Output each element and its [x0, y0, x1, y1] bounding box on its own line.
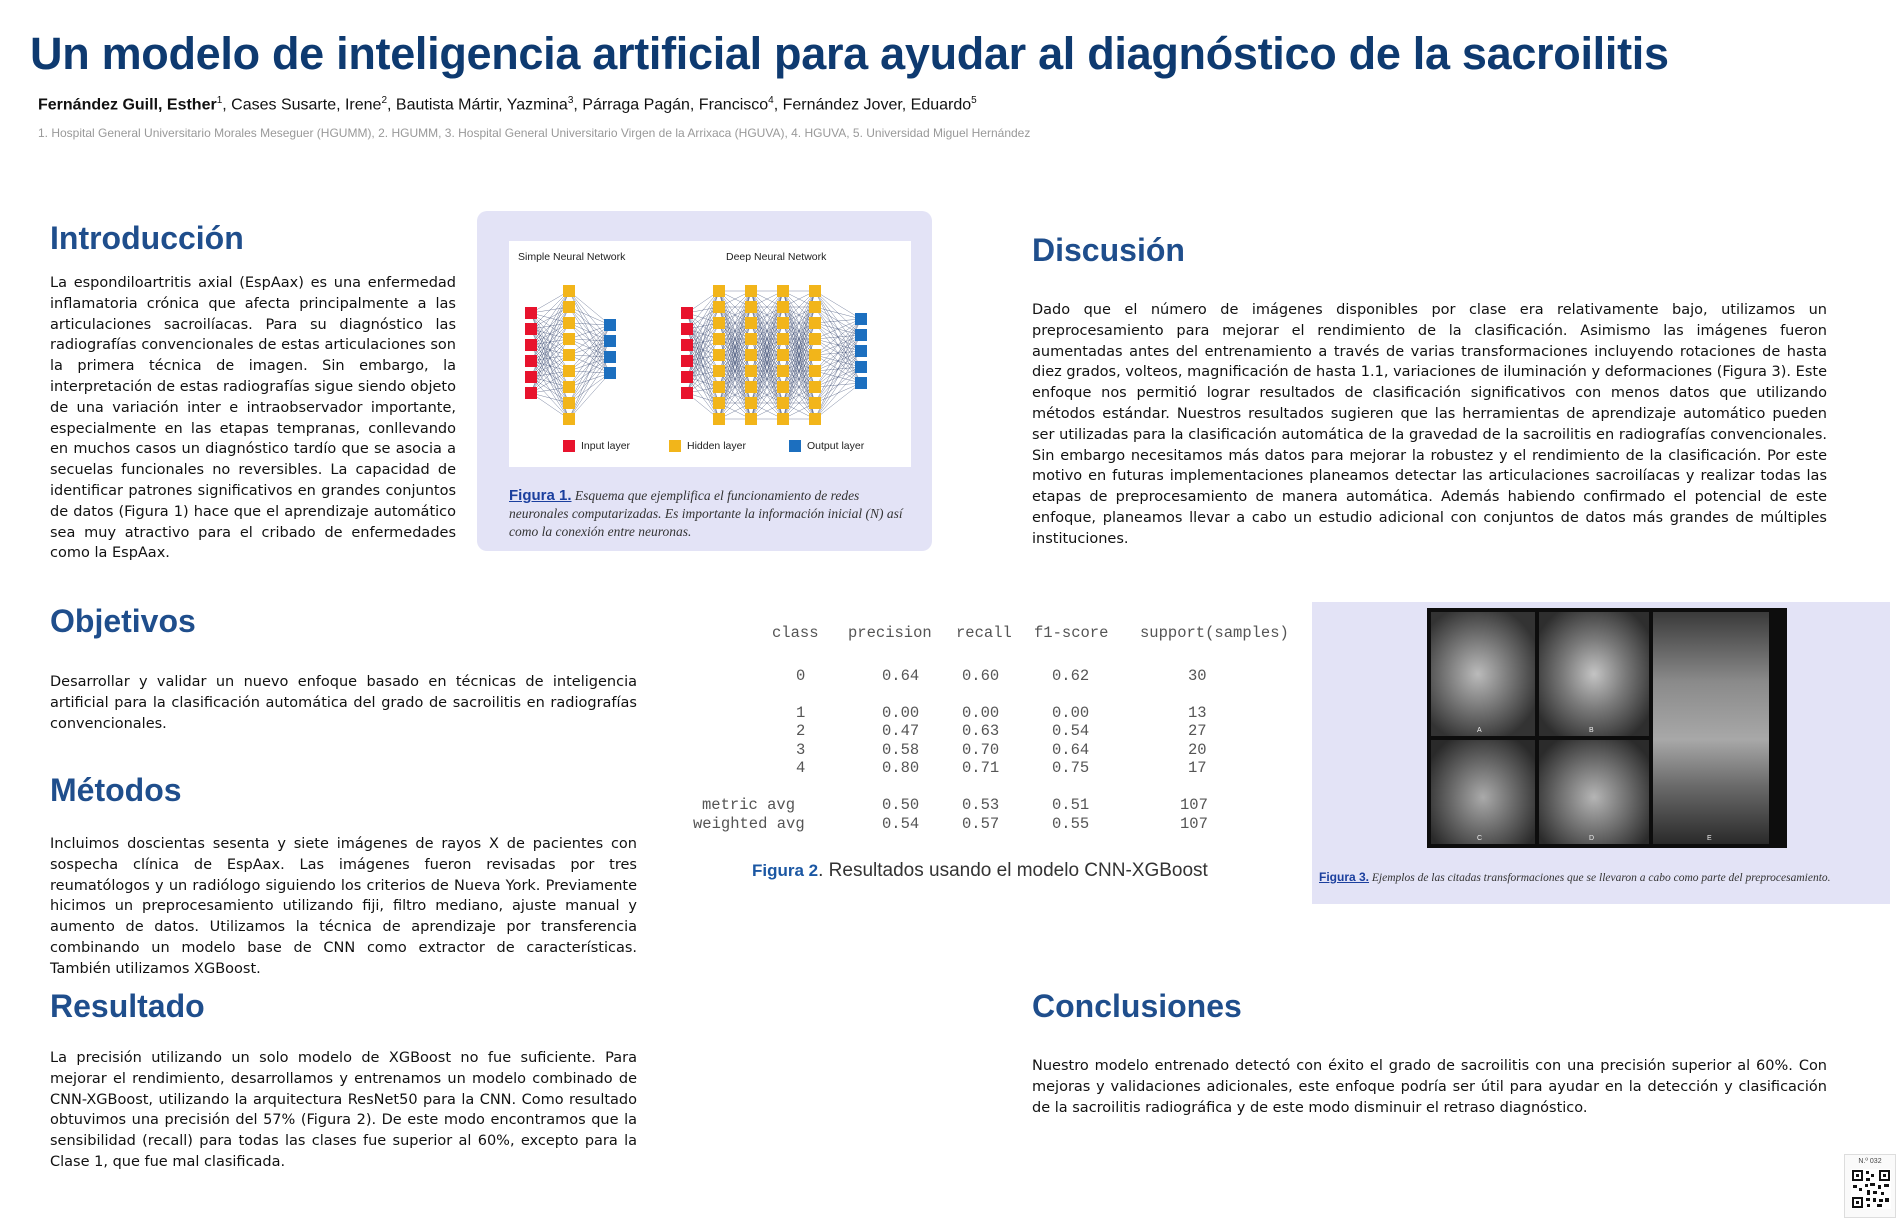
author-name: Párraga Pagán, Francisco: [582, 96, 769, 114]
row-support: 13: [1188, 703, 1207, 722]
row-recall: 0.70: [962, 740, 1000, 759]
panel-label-e: E: [1707, 835, 1712, 842]
network-connection: [815, 319, 861, 323]
qr-code-icon: [1851, 1169, 1891, 1209]
poster-title: Un modelo de inteligencia artificial para ayudar al diagnóstico de la sacroilitis: [30, 28, 1669, 79]
section-title-introduccion: Introducción: [50, 220, 244, 256]
row-f1: 0.64: [1052, 740, 1090, 759]
hidden-swatch: [669, 440, 681, 452]
figure2-caption-label: Figura 2: [752, 861, 819, 880]
row-precision: 0.64: [882, 666, 920, 685]
col-header-recall: recall: [956, 624, 1012, 642]
network-connection: [569, 307, 610, 325]
table-row: [688, 759, 1289, 778]
hidden-node: [563, 317, 575, 329]
hidden-node: [809, 397, 821, 409]
author-name: Fernández Jover, Eduardo: [782, 96, 972, 114]
legend-hidden: [669, 440, 746, 452]
input-node: [525, 339, 537, 351]
table-row: [688, 815, 1289, 834]
author-name: Fernández Guill, Esther: [38, 96, 217, 114]
row-recall: 0.57: [962, 814, 1000, 833]
row-support: 27: [1188, 722, 1207, 741]
row-support: 20: [1188, 740, 1207, 759]
hidden-node: [809, 381, 821, 393]
output-node: [604, 367, 616, 379]
network-connection: [815, 319, 861, 355]
author-affiliation-number: 5: [971, 95, 977, 106]
author-name: Cases Susarte, Irene: [231, 96, 382, 114]
hidden-node: [777, 365, 789, 377]
figure2-table-container: [688, 618, 1289, 833]
hidden-node: [713, 365, 725, 377]
panel-label-c: C: [1477, 835, 1483, 842]
output-node: [855, 361, 867, 373]
row-class: 0: [796, 666, 806, 685]
row-f1: 0.51: [1052, 796, 1090, 815]
neural-network-diagram: [509, 241, 911, 467]
row-f1: 0.75: [1052, 759, 1090, 778]
hidden-node: [777, 333, 789, 345]
network-connection: [815, 307, 861, 319]
row-support: 107: [1180, 814, 1208, 833]
hidden-node: [745, 285, 757, 297]
conclusiones-text: Nuestro modelo entrenado detectó con éxito el grado de sacroilitis con una precisión superior al 60%. Con mejoras y validaciones adicionales, este enfoque podría ser útil para ayudar en la detección y clasificación de la sacroilitis radiográfica y de este modo disminuir el retraso diagnóstico.: [1032, 1058, 1827, 1116]
table-header-row: [688, 618, 1289, 648]
col-header-support: support(samples): [1140, 624, 1289, 642]
legend-output-label: Output layer: [807, 440, 865, 452]
figure3-caption-text: Ejemplos de las citadas transformaciones que se llevaron a cabo como parte del preprocesamiento.: [1371, 872, 1831, 884]
author-name: Bautista Mártir, Yazmina: [395, 96, 568, 114]
hidden-node: [745, 413, 757, 425]
figure3-caption: [1319, 868, 1889, 887]
row-class: 1: [796, 703, 806, 722]
row-precision: 0.58: [882, 740, 920, 759]
figure3-caption-label: Figura 3.: [1319, 870, 1370, 884]
author-affiliation-number: 1: [216, 95, 223, 106]
row-precision: 0.47: [882, 722, 920, 741]
hidden-node: [809, 365, 821, 377]
input-node: [525, 371, 537, 383]
row-recall: 0.53: [962, 796, 1000, 815]
output-node: [604, 351, 616, 363]
figure1-caption-label: Figura 1.: [509, 487, 572, 504]
col-header-class: class: [772, 624, 819, 642]
hidden-node: [809, 413, 821, 425]
hidden-node: [713, 317, 725, 329]
figure1-caption: [509, 487, 909, 541]
row-precision: 0.50: [882, 796, 920, 815]
figure3-box: [1312, 602, 1890, 904]
output-node: [855, 329, 867, 341]
results-table: [688, 618, 1289, 833]
discusion-text: Dado que el número de imágenes disponibles por clase era relativamente bajo, utilizamos un preprocesamiento para mejorar el rendimiento de la clasificación. Asimismo las imágenes fueron aumentadas antes del entrenamiento a través de varias transformaciones incluyendo rotaciones de hasta diez grados, volteos, magnificación de hasta 1.1, variaciones de iluminación y deformaciones (Figura 3). Este enfoque nos permitió lograr resultados de clasificación significativos con menos datos que utilizando métodos estándar. Nuestros resultados sugieren que las herramientas de aprendizaje automático pueden ser utilizadas para la clasificación automática de la gravedad de la sacroilitis en radiografías convencionales. Sin embargo necesitamos más datos para mejorar la robustez y el rendimiento de la clasificación. Por este motivo en futuras implementaciones planeamos detectar las articulaciones sacroilíacas y realizar todas las etapas de preprocesamiento de manera automática. Además habiendo confirmado el potencial de este enfoque, planeamos llevar a cabo un estudio adicional con conjuntos de datos más grandes de múltiples instituciones.: [1032, 302, 1827, 547]
row-f1: 0.55: [1052, 814, 1090, 833]
author-affiliation-number: 3: [567, 95, 574, 106]
hidden-node: [713, 397, 725, 409]
resultado-text: La precisión utilizando un solo modelo de XGBoost no fue suficiente. Para mejorar el rendimiento, desarrollamos y entrenamos un modelo combinado de CNN-XGBoost, utilizando la arquitectura ResNet50 para la CNN. Como resultado obtuvimos una precisión del 57% (Figura 2). De este modo encontramos que la sensibilidad (recall) para todas las clases fue superior al 60%, excepto para la Clase 1, que fue mal clasificada.: [50, 1050, 637, 1170]
input-node: [681, 355, 693, 367]
figure2-caption-text: . Resultados usando el modelo CNN-XGBoost: [818, 860, 1208, 881]
deep-nn-label: Deep Neural Network: [726, 251, 827, 263]
hidden-node: [713, 381, 725, 393]
input-node: [525, 307, 537, 319]
hidden-node: [745, 317, 757, 329]
hidden-node: [563, 349, 575, 361]
input-swatch: [563, 440, 575, 452]
row-class: 3: [796, 740, 806, 759]
row-recall: 0.63: [962, 722, 1000, 741]
metodos-text: Incluimos doscientas sesenta y siete imágenes de rayos X de pacientes con sospecha clínica de EspAax. Las imágenes fueron revisadas por tres reumatólogos y un radiólogo siguiendo los criterios de Nueva York. Previamente hicimos un preprocesamiento utilizando fiji, filtro mediano, ajuste manual y aumento de datos. Utilizamos la técnica de aprendizaje por transferencia combinando un modelo base de CNN como extractor de características. También utilizamos XGBoost.: [50, 836, 637, 977]
hidden-node: [563, 301, 575, 313]
legend-input: [563, 440, 630, 452]
row-class: metric avg: [702, 796, 796, 815]
author-affiliation-number: 4: [768, 95, 774, 106]
row-class: 4: [796, 759, 806, 778]
hidden-node: [745, 365, 757, 377]
hidden-node: [745, 381, 757, 393]
hidden-node: [777, 381, 789, 393]
row-precision: 0.00: [882, 703, 920, 722]
input-node: [681, 339, 693, 351]
col-header-precision: precision: [848, 624, 932, 642]
row-precision: 0.80: [882, 759, 920, 778]
row-f1: 0.00: [1052, 703, 1090, 722]
qr-badge[interactable]: [1844, 1154, 1896, 1218]
row-f1: 0.62: [1052, 666, 1090, 685]
hidden-node: [777, 413, 789, 425]
hidden-node: [563, 365, 575, 377]
hidden-node: [809, 333, 821, 345]
hidden-node: [777, 397, 789, 409]
xray-panel-e: [1653, 612, 1769, 844]
network-connection: [815, 383, 861, 419]
neural-network-svg: [509, 241, 911, 467]
author-affiliation-number: 2: [381, 95, 388, 106]
hidden-node: [777, 317, 789, 329]
xray-montage: [1427, 608, 1787, 848]
figure2-caption: [752, 860, 1208, 882]
output-node: [855, 313, 867, 325]
legend-input-label: Input layer: [581, 440, 631, 452]
poster-number: N.º 032: [1858, 1158, 1882, 1165]
intro-text: La espondiloartritis axial (EspAax) es una enfermedad inflamatoria crónica que afecta principalmente a las articulaciones sacroilíacas. Para su diagnóstico las radiografías convencionales de estas articulaciones son la primera técnica de imagen. Sin embargo, la interpretación de estas radiografías sigue siendo objeto de una variación inter e intraobservador importante, especialmente en las etapas tempranas, conllevando en muchos casos un diagnóstico tardío que se asocia a secuelas funcionales no reversibles. La capacidad de identificar patrones significativos en grandes conjuntos de datos (Figura 1) hace que el aprendizaje automático sea muy atractivo para el cribado de enfermedades como la EspAax.: [50, 275, 456, 562]
hidden-node: [809, 285, 821, 297]
hidden-node: [777, 285, 789, 297]
author-list: Fernández Guill, Esther$^1$, Cases Susarte, Irene$^2$, Bautista Mártir, Yazmina$^3$, Párraga Pagán, Francisco$^4$, Fernández Jover, Eduardo$^5$: [38, 95, 977, 114]
input-node: [681, 307, 693, 319]
row-support: 107: [1180, 796, 1208, 815]
input-node: [681, 323, 693, 335]
output-node: [855, 377, 867, 389]
table-row: [688, 722, 1289, 741]
section-title-resultado: Resultado: [50, 988, 205, 1024]
affiliations: 1. Hospital General Universitario Morales Meseguer (HGUMM), 2. HGUMM, 3. Hospital General Universitario Virgen de la Arrixaca (HGUVA), 4. HGUVA, 5. Universidad Miguel Hernández: [38, 126, 1031, 140]
row-class: weighted avg: [693, 814, 805, 833]
network-connection: [569, 323, 610, 325]
xray-panel-c: [1431, 740, 1535, 844]
table-row: [688, 741, 1289, 760]
hidden-node: [777, 349, 789, 361]
table-row: [688, 667, 1289, 686]
row-recall: 0.71: [962, 759, 1000, 778]
hidden-node: [563, 333, 575, 345]
output-node: [604, 335, 616, 347]
hidden-node: [809, 301, 821, 313]
xray-panel-d: [1539, 740, 1649, 844]
panel-label-d: D: [1589, 835, 1595, 842]
panel-label-b: B: [1589, 727, 1594, 734]
hidden-node: [713, 333, 725, 345]
input-node: [525, 323, 537, 335]
hidden-node: [809, 317, 821, 329]
row-precision: 0.54: [882, 814, 920, 833]
row-recall: 0.60: [962, 666, 1000, 685]
col-header-f1: f1-score: [1034, 624, 1109, 642]
row-f1: 0.54: [1052, 722, 1090, 741]
hidden-node: [745, 333, 757, 345]
hidden-node: [713, 285, 725, 297]
panel-label-a: A: [1477, 727, 1482, 734]
row-support: 17: [1188, 759, 1207, 778]
section-title-metodos: Métodos: [50, 772, 182, 808]
xray-panel-b: [1539, 612, 1649, 736]
row-recall: 0.00: [962, 703, 1000, 722]
hidden-node: [713, 349, 725, 361]
hidden-node: [745, 301, 757, 313]
section-title-conclusiones: Conclusiones: [1032, 988, 1242, 1024]
hidden-node: [713, 301, 725, 313]
input-node: [525, 387, 537, 399]
output-node: [855, 345, 867, 357]
xray-panel-a: [1431, 612, 1535, 736]
hidden-node: [563, 413, 575, 425]
objetivos-text: Desarrollar y validar un nuevo enfoque basado en técnicas de inteligencia artificial para la clasificación automática del grado de sacroilitis en radiografías convencionales.: [50, 674, 637, 732]
input-node: [525, 355, 537, 367]
hidden-node: [713, 413, 725, 425]
legend-output: [789, 440, 864, 452]
hidden-node: [809, 349, 821, 361]
table-row: [688, 704, 1289, 723]
row-support: 30: [1188, 666, 1207, 685]
hidden-node: [745, 349, 757, 361]
figure1-caption-text: Esquema que ejemplifica el funcionamiento de redes neuronales computarizadas. Es importante la información inicial (N) así como la conexión entre neuronas.: [509, 488, 903, 539]
section-title-discusion: Discusión: [1032, 232, 1185, 268]
output-node: [604, 319, 616, 331]
hidden-node: [563, 397, 575, 409]
table-row: [688, 796, 1289, 815]
hidden-node: [745, 397, 757, 409]
hidden-node: [777, 301, 789, 313]
figure1-box: [477, 211, 932, 551]
section-title-objetivos: Objetivos: [50, 603, 196, 639]
legend-hidden-label: Hidden layer: [687, 440, 746, 452]
output-swatch: [789, 440, 801, 452]
hidden-node: [563, 381, 575, 393]
network-connection: [569, 291, 610, 325]
input-node: [681, 387, 693, 399]
simple-nn-label: Simple Neural Network: [518, 251, 626, 263]
hidden-node: [563, 285, 575, 297]
input-node: [681, 371, 693, 383]
row-class: 2: [796, 722, 806, 741]
